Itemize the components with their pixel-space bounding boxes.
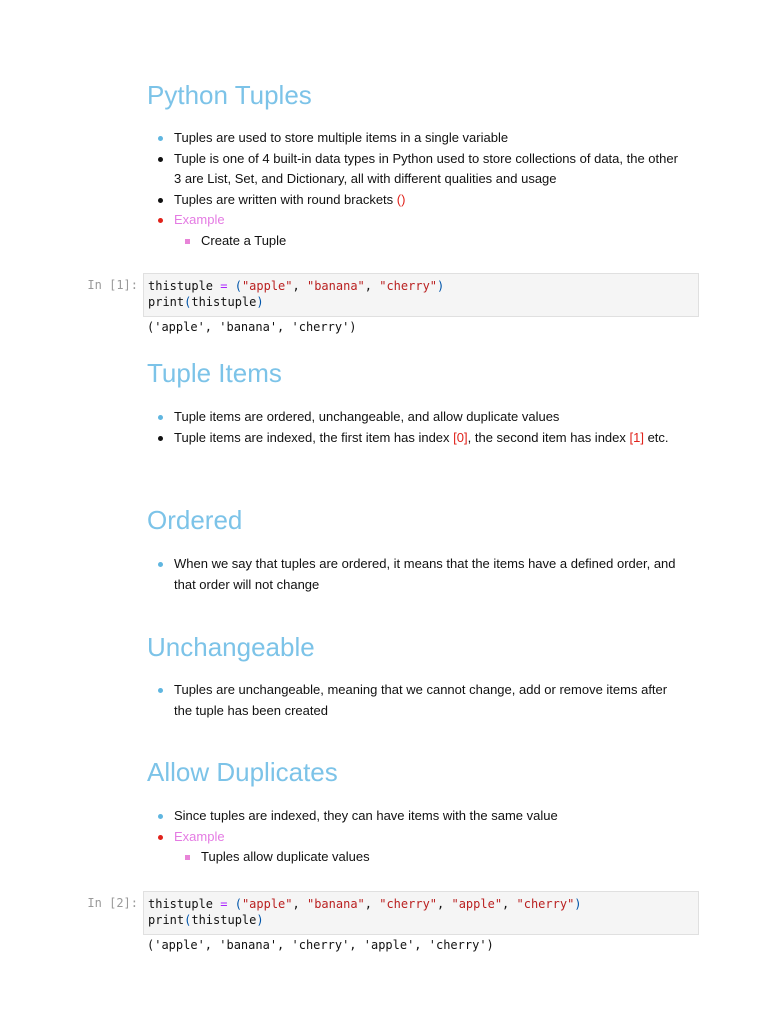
list-item — [147, 554, 687, 595]
code-cell[interactable]: thistuple = ("apple", "banana", "cherry", "apple", "cherry") print(thistuple) — [143, 891, 699, 935]
bullet-text: Tuple items are ordered, unchangeable, and allow duplicate values — [174, 409, 560, 424]
list-item — [147, 149, 687, 190]
list-item — [147, 407, 687, 428]
bullet-text: Tuples are unchangeable, meaning that we cannot change, add or remove items after the tuple has been created — [174, 682, 668, 718]
example-label: Example — [174, 828, 225, 844]
sub-item-text: Create a Tuple — [201, 232, 287, 248]
cell-output: ('apple', 'banana', 'cherry', 'apple', 'cherry') — [147, 938, 494, 952]
index-zero-code: [0] — [453, 429, 468, 445]
unchangeable-list — [147, 680, 687, 721]
list-item — [147, 190, 687, 211]
example-sublist — [174, 231, 687, 252]
example-sublist — [174, 847, 687, 868]
bullet-text: Tuples are used to store multiple items in a single variable — [174, 130, 509, 145]
index-one-code: [1] — [629, 429, 644, 445]
list-item — [147, 680, 687, 721]
bullet-text: When we say that tuples are ordered, it means that the items have a defined order, and that order will not change — [174, 556, 676, 592]
list-item: Tuple items are indexed, the first item has index [0], the second item has index [1] etc. — [147, 428, 687, 449]
list-item — [174, 847, 687, 868]
bullet-text: Tuples are written with round brackets — [174, 191, 397, 207]
list-item — [147, 806, 687, 827]
list-item — [147, 128, 687, 149]
bullet-text: Tuple is one of 4 built-in data types in Python used to store collections of data, the other 3 are List, Set, and Dictionary, all with different qualities and usage — [174, 150, 678, 186]
heading-allow-duplicates: Allow Duplicates — [147, 757, 338, 787]
allow-duplicates-list — [147, 806, 687, 868]
ordered-list — [147, 554, 687, 595]
cell-output: ('apple', 'banana', 'cherry') — [147, 320, 357, 334]
cell-prompt: In [2]: — [87, 896, 138, 910]
heading-python-tuples: Python Tuples — [147, 80, 312, 110]
tuple-items-list — [147, 407, 687, 448]
list-item — [147, 210, 687, 251]
heading-tuple-items: Tuple Items — [147, 358, 282, 388]
bullet-text: Since tuples are indexed, they can have items with the same value — [174, 808, 558, 823]
heading-ordered: Ordered — [147, 505, 243, 535]
sub-item-text: Tuples allow duplicate values — [201, 849, 370, 864]
heading-unchangeable: Unchangeable — [147, 632, 315, 662]
code-cell[interactable]: thistuple = ("apple", "banana", "cherry") print(thistuple) — [143, 273, 699, 317]
list-item — [174, 231, 687, 252]
round-brackets-code: () — [396, 191, 406, 207]
example-label: Example — [174, 212, 225, 227]
list-item — [147, 827, 687, 868]
python-tuples-list — [147, 128, 687, 251]
cell-prompt: In [1]: — [87, 278, 138, 292]
